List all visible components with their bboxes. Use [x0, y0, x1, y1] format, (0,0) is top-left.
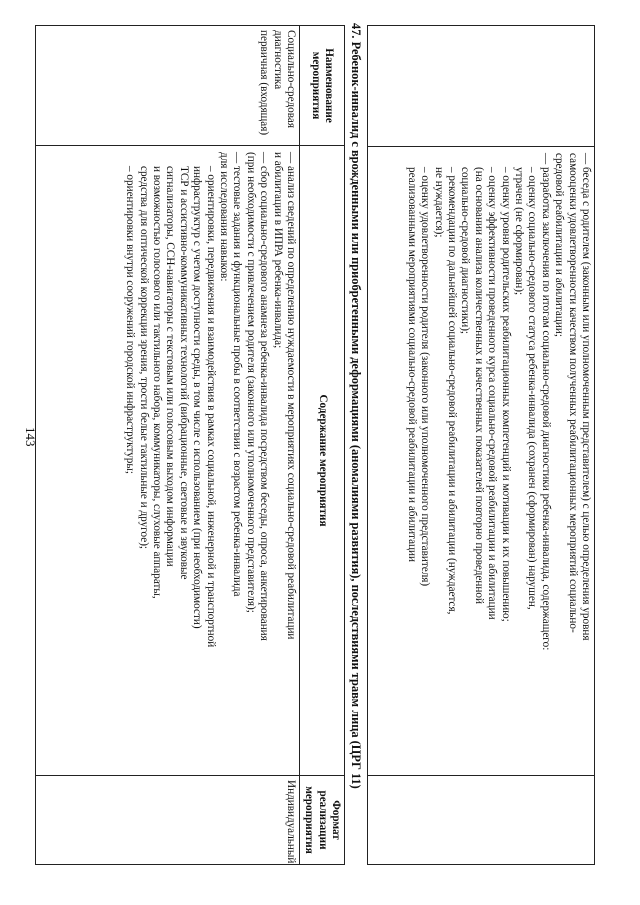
- text-line: и возможностью голосового или тактильного набора, коммуникаторы, слуховые аппараты,: [150, 166, 163, 599]
- page-number: 143: [23, 427, 38, 447]
- text-line: утрачен (не сформирован);: [512, 167, 525, 296]
- text-line: — разработка заключения по итогам социально-средовой диагностики ребенка-инвалида, содержащего:: [539, 153, 552, 651]
- header-content: Содержание мероприятия: [300, 146, 344, 776]
- text-line: — тестовые задания и функциональные пробы в соответствии с возрастом ребенка-инвалида: [231, 152, 244, 597]
- text-line: средства для оптической коррекции зрения, трости белые тактильные и другое);: [137, 166, 150, 550]
- text-line: – оценку социально-средового статуса ребенка-инвалида (сохранен (сформирован) нарушен,: [526, 167, 539, 610]
- measure-format: Индивидуальный: [285, 780, 297, 864]
- measure-name: Социально-средовая диагностика первичная (входящая): [36, 26, 299, 146]
- text-line: и абилитации в ИПРА ребенка-инвалида;: [271, 152, 284, 349]
- text-line: социально-средовой диагностики);: [459, 167, 472, 335]
- text-line: – оценку удовлетворенности родителя (законного или уполномоченного представителя): [419, 167, 432, 587]
- table-row: [36, 26, 299, 864]
- continued-name-cell: [368, 26, 594, 147]
- header-format: Формат реализации мероприятия: [303, 786, 343, 854]
- text-line: инфраструктур с учетом доступности среды, в том числе с использованием (при необходимости): [191, 166, 204, 629]
- continued-table-row: [367, 25, 595, 865]
- text-line: (при необходимости с привлечением родителя (законного или уполномоченного представителя);: [244, 152, 257, 613]
- text-line: (на основании анализа количественных и качественных показателей повторно проведенной: [472, 167, 485, 604]
- measure-content: [36, 146, 299, 776]
- continued-content-cell: [368, 147, 594, 776]
- text-line: сигнализаторы, ССН-навигаторы с текстовым или голосовым выходом информации: [164, 166, 177, 567]
- rotated-page-content: [35, 5, 595, 895]
- text-line: – рекомендации по дальнейшей социально-средовой реабилитации и абилитации (нуждается,: [445, 167, 458, 615]
- table-header-row: [299, 26, 344, 864]
- measures-table: [35, 25, 345, 865]
- header-name: Наименование мероприятия: [300, 26, 344, 146]
- text-line: самооценки удовлетворенности качеством полученных реабилитационных мероприятий социально-: [566, 153, 579, 633]
- text-line: – ориентировки, передвижения и взаимодействия в рамках социальной, инженерной и транспортной: [204, 166, 217, 648]
- text-line: реализованными мероприятиями социально-средовой реабилитации и абилитации: [405, 167, 418, 563]
- text-line: – оценку уровня родительских реабилитационных компетенций и мотивации к их повышению;: [499, 167, 512, 622]
- text-line: — беседа с родителем (законным или уполномоченным представителем) с целью определения уровня: [580, 153, 592, 641]
- text-line: — сбор социально-средового анамнеза ребенка-инвалида посредством беседы, опроса, анкетирования: [258, 152, 271, 641]
- text-line: — анализ сведений по определению нуждаемости в мероприятиях социально-средовой реабилитации: [285, 152, 297, 640]
- text-line: – оценку эффективности проведенного курса социально-средовой реабилитации и абилитации: [486, 167, 499, 620]
- text-line: средовой реабилитации и абилитации;: [553, 153, 566, 337]
- text-line: – ориентировки внутри сооружений городской инфраструктуры;: [124, 166, 137, 475]
- text-line: для исследования навыков:: [217, 152, 230, 282]
- continued-format-cell: [368, 776, 594, 864]
- text-line: не нуждается);: [432, 167, 445, 238]
- section-title: 47. Ребенок-инвалид с врожденными или приобретенными деформациями (аномалиями развития), последствиями травм лица (ЦРГ 11): [349, 23, 363, 789]
- text-line: ТСР и ассистивно-коммуникативных технологий (вибрационные, световые и звуковые: [177, 166, 190, 580]
